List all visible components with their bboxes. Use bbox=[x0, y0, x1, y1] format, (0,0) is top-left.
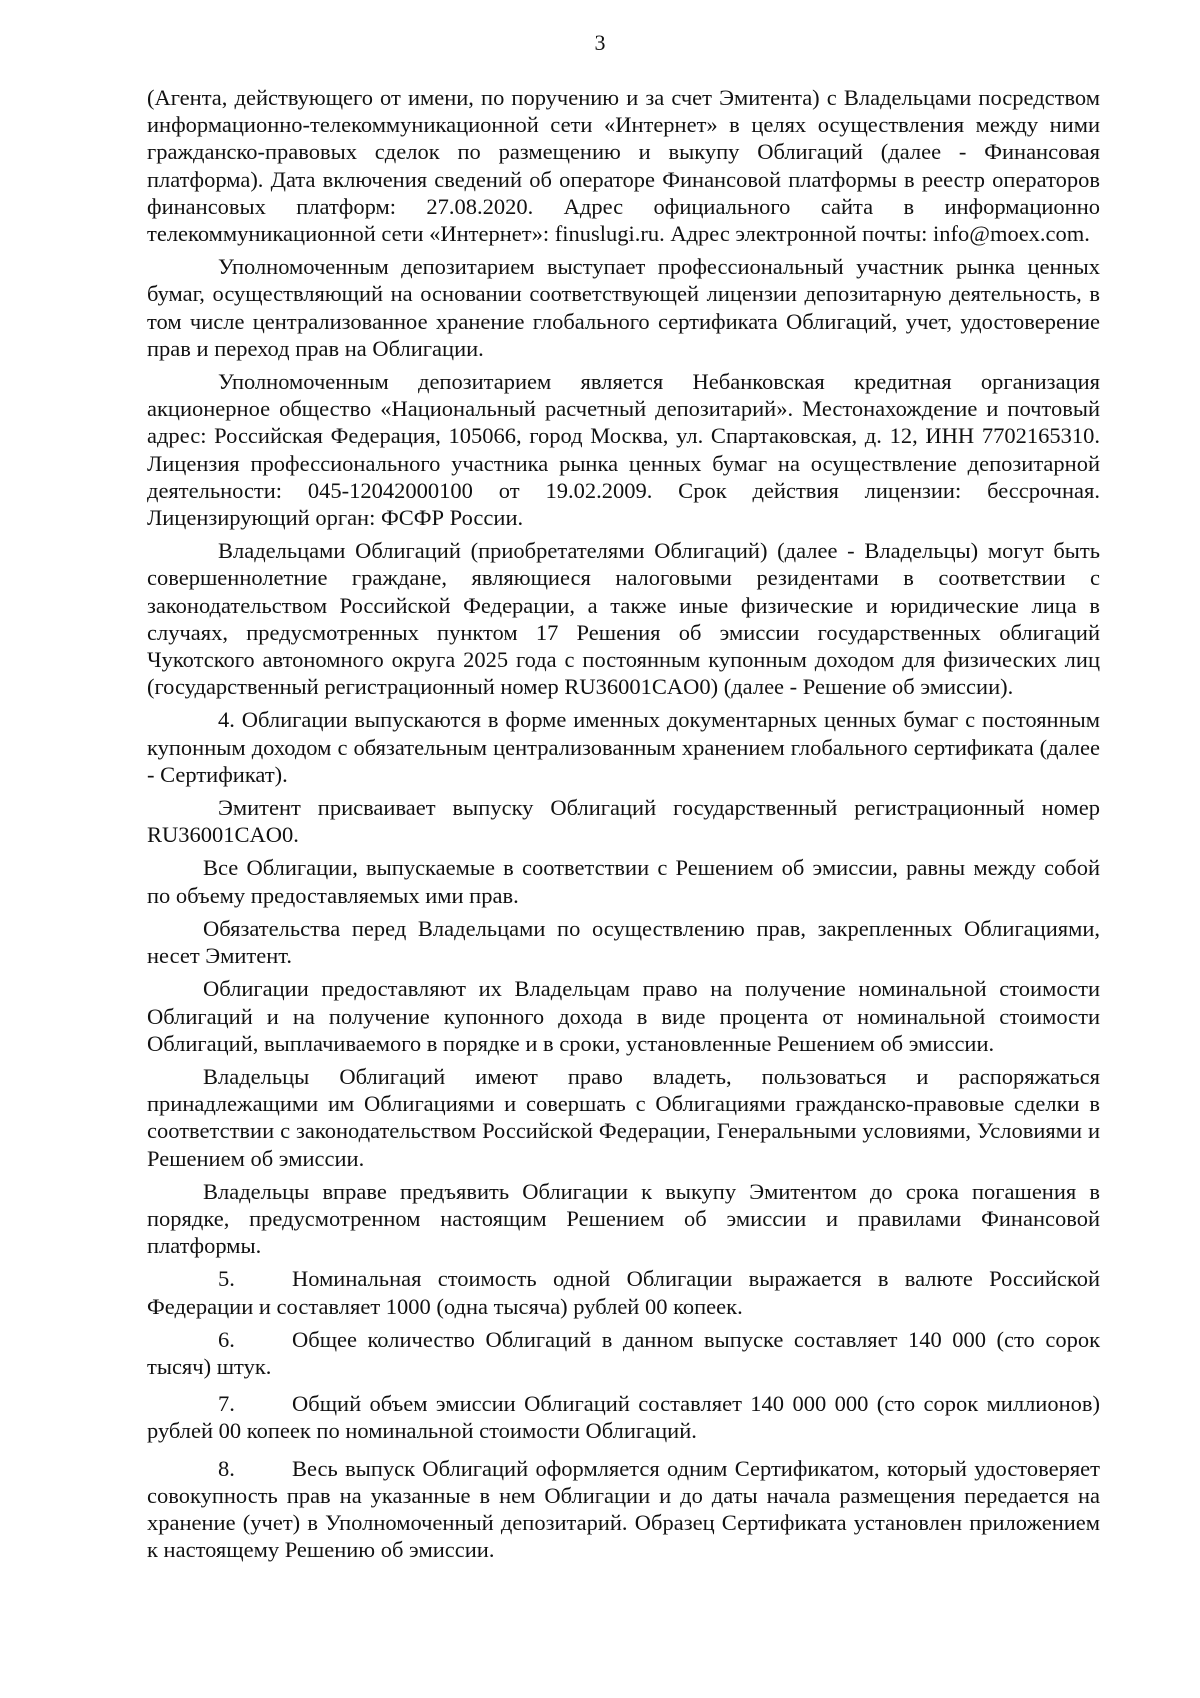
paragraph-registration-number: Эмитент присваивает выпуску Облигаций государственный регистрационный номер RU36001CAO0. bbox=[147, 795, 1100, 848]
item-text: Весь выпуск Облигаций оформляется одним Сертификатом, который удостоверяет совокупность прав на указанные в нем Облигации и до даты начала размещения передается на хранение (учет) в Уполномоченный депозитарий. Образец Сертификата установлен приложением к настоящему Решению об эмиссии. bbox=[147, 1455, 1100, 1563]
page-number: 3 bbox=[594, 30, 606, 55]
document-body bbox=[147, 84, 1100, 1569]
paragraph-rights-income: Облигации предоставляют их Владельцам право на получение номинальной стоимости Облигаций и на получение купонного дохода в виде процента от номинальной стоимости Облигаций, выплачиваемого в порядке и в сроки, установленные Решением об эмиссии. bbox=[147, 976, 1100, 1056]
paragraph-owner-rights: Владельцы Облигаций имеют право владеть, пользоваться и распоряжаться принадлежащими им Облигациями и совершать с Облигациями гражданско-правовые сделки в соответствии с законодательством Российской Федерации, Генеральными условиями, Условиями и Решением об эмиссии. bbox=[147, 1063, 1100, 1171]
numbered-item-5 bbox=[147, 1265, 1100, 1319]
paragraph-owners: Владельцами Облигаций (приобретателями Облигаций) (далее - Владельцы) могут быть совершеннолетние граждане, являющиеся налоговыми резидентами в соответствии с законодательством Российской Федерации, а также иные физические и юридические лица в случаях, предусмотренных пунктом 17 Решения об эмиссии государственных облигаций Чукотского автономного округа 2025 года с постоянным купонным доходом для физических лиц (государственный регистрационный номер RU36001CAO0) (далее - Решение об эмиссии). bbox=[147, 538, 1100, 700]
item-text: Номинальная стоимость одной Облигации выражается в валюте Российской Федерации и составляет 1000 (одна тысяча) рублей 00 копеек. bbox=[147, 1266, 1100, 1319]
item-number: 8. bbox=[218, 1455, 235, 1481]
item-number: 7. bbox=[218, 1391, 235, 1417]
numbered-item-8 bbox=[147, 1455, 1100, 1564]
paragraph-depositary-definition: Уполномоченным депозитарием выступает профессиональный участник рынка ценных бумаг, осуществляющий на основании соответствующей лицензии депозитарную деятельность, в том числе централизованное хранение глобального сертификата Облигаций, учет, удостоверение прав и переход прав на Облигации. bbox=[147, 254, 1100, 361]
numbered-item-7 bbox=[147, 1390, 1100, 1444]
paragraph-buyback: Владельцы вправе предъявить Облигации к выкупу Эмитентом до срока погашения в порядке, предусмотренном настоящим Решением об эмиссии и правилами Финансовой платформы. bbox=[147, 1178, 1100, 1259]
paragraph-obligations: Обязательства перед Владельцами по осуществлению прав, закрепленных Облигациями, несет Эмитент. bbox=[147, 915, 1100, 969]
item-text: Общее количество Облигаций в данном выпуске составляет 140 000 (сто сорок тысяч) штук. bbox=[147, 1326, 1100, 1379]
item-number: 5. bbox=[218, 1266, 235, 1292]
paragraph-equal-rights: Все Облигации, выпускаемые в соответствии с Решением об эмиссии, равны между собой по объему предоставляемых ими прав. bbox=[147, 855, 1100, 908]
paragraph-depositary-details: Уполномоченным депозитарием является Небанковская кредитная организация акционерное общество «Национальный расчетный депозитарий». Местонахождение и почтовый адрес: Российская Федерация, 105066, город Москва, ул. Спартаковская, д. 12, ИНН 7702165310. Лицензия профессионального участника рынка ценных бумаг на осуществление депозитарной деятельности: 045-12042000100 от 19.02.2009. Срок действия лицензии: бессрочная. Лицензирующий орган: ФСФР России. bbox=[147, 369, 1100, 531]
item-number: 6. bbox=[218, 1326, 235, 1352]
paragraph-agent-platform: (Агента, действующего от имени, по поручению и за счет Эмитента) с Владельцами посредством информационно-телекоммуникационной сети «Интернет» в целях осуществления между ними гражданско-правовых сделок по размещению и выкупу Облигаций (далее - Финансовая платформа). Дата включения сведений об операторе Финансовой платформы в реестр операторов финансовых платформ: 27.08.2020. Адрес официального сайта в информационно телекоммуникационной сети «Интернет»: finuslugi.ru. Адрес электронной почты: info@moex.com. bbox=[147, 85, 1100, 247]
numbered-item-6 bbox=[147, 1326, 1100, 1380]
paragraph-item-4: 4. Облигации выпускаются в форме именных документарных ценных бумаг с постоянным купонным доходом с обязательным централизованным хранением глобального сертификата (далее - Сертификат). bbox=[147, 707, 1100, 787]
item-text: Общий объем эмиссии Облигаций составляет 140 000 000 (сто сорок миллионов) рублей 00 копеек по номинальной стоимости Облигаций. bbox=[147, 1391, 1100, 1444]
